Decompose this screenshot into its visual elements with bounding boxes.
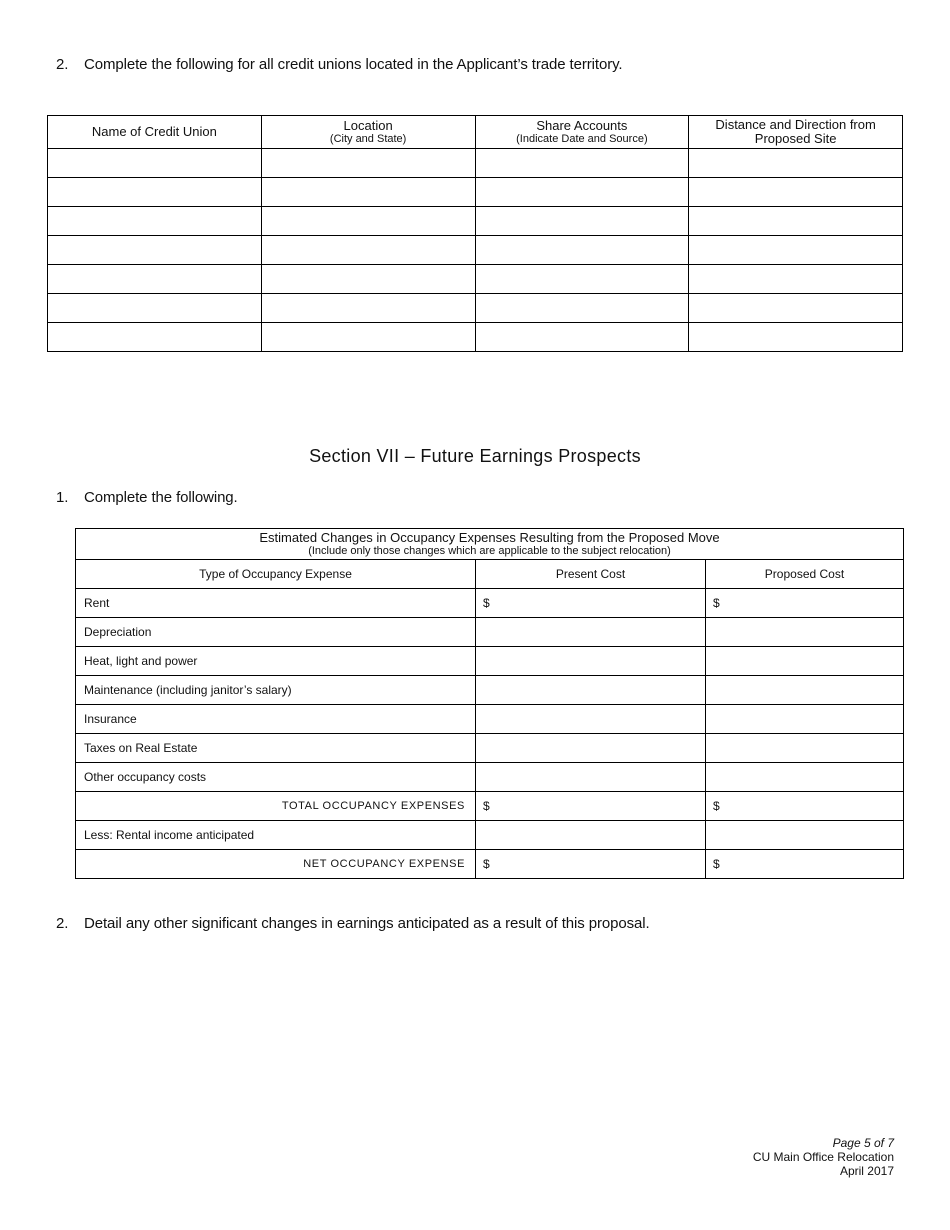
occupancy-row [76, 647, 904, 676]
question-text: Complete the following. [84, 489, 238, 506]
expense-label: Taxes on Real Estate [76, 734, 476, 763]
proposed-cost-cell[interactable]: $ [706, 589, 904, 618]
credit-union-row [48, 323, 903, 352]
occupancy-table-caption [76, 529, 904, 560]
caption-title: Estimated Changes in Occupancy Expenses Resulting from the Proposed Move [259, 530, 720, 545]
location-cell[interactable] [261, 323, 475, 352]
credit-union-row [48, 236, 903, 265]
expense-label: Depreciation [76, 618, 476, 647]
occupancy-expense-table [75, 528, 904, 879]
occupancy-row [76, 821, 904, 850]
credit-union-row [48, 294, 903, 323]
credit-union-table-header [48, 116, 903, 149]
name-cell[interactable] [48, 207, 262, 236]
location-cell[interactable] [261, 265, 475, 294]
expense-label: Rent [76, 589, 476, 618]
header-title: Location [343, 118, 393, 133]
credit-union-row [48, 178, 903, 207]
share-accounts-cell[interactable] [475, 207, 689, 236]
present-cost-cell[interactable]: $ [476, 850, 706, 879]
proposed-cost-cell[interactable] [706, 763, 904, 792]
occupancy-row [76, 589, 904, 618]
proposed-cost-cell[interactable] [706, 676, 904, 705]
proposed-cost-cell[interactable]: $ [706, 792, 904, 821]
distance-cell[interactable] [689, 178, 903, 207]
header-share-accounts [475, 116, 689, 149]
page-footer [753, 1136, 894, 1178]
name-cell[interactable] [48, 294, 262, 323]
name-cell[interactable] [48, 149, 262, 178]
distance-cell[interactable] [689, 236, 903, 265]
present-cost-cell[interactable] [476, 763, 706, 792]
proposed-cost-cell[interactable] [706, 618, 904, 647]
header-present-cost: Present Cost [476, 560, 706, 589]
share-accounts-cell[interactable] [475, 178, 689, 207]
share-accounts-cell[interactable] [475, 265, 689, 294]
header-distance-direction [689, 116, 903, 149]
present-cost-cell[interactable]: $ [476, 792, 706, 821]
page-number: Page 5 of 7 [832, 1136, 894, 1150]
present-cost-cell[interactable]: $ [476, 589, 706, 618]
name-cell[interactable] [48, 236, 262, 265]
distance-cell[interactable] [689, 207, 903, 236]
present-cost-cell[interactable] [476, 821, 706, 850]
question-text: Complete the following for all credit unions located in the Applicant’s trade territory. [84, 56, 623, 73]
proposed-cost-cell[interactable] [706, 821, 904, 850]
present-cost-cell[interactable] [476, 647, 706, 676]
distance-cell[interactable] [689, 294, 903, 323]
credit-union-table [47, 115, 903, 352]
form-name: CU Main Office Relocation [752, 1150, 894, 1164]
expense-label: Maintenance (including janitor’s salary) [76, 676, 476, 705]
proposed-cost-cell[interactable] [706, 705, 904, 734]
section-title: Section VII – Future Earnings Prospects [309, 446, 641, 466]
caption-subtitle: (Include only those changes which are applicable to the subject relocation) [308, 545, 671, 557]
header-location [261, 116, 475, 149]
share-accounts-cell[interactable] [475, 149, 689, 178]
occupancy-row [76, 734, 904, 763]
share-accounts-cell[interactable] [475, 294, 689, 323]
header-type: Type of Occupancy Expense [76, 560, 476, 589]
present-cost-cell[interactable] [476, 618, 706, 647]
proposed-cost-cell[interactable] [706, 647, 904, 676]
credit-union-row [48, 265, 903, 294]
location-cell[interactable] [261, 178, 475, 207]
header-title: Name of Credit Union [91, 124, 217, 139]
header-title: Share Accounts [536, 118, 628, 133]
question-number: 2. [56, 915, 69, 932]
form-date: April 2017 [839, 1164, 894, 1178]
location-cell[interactable] [261, 294, 475, 323]
present-cost-cell[interactable] [476, 734, 706, 763]
credit-union-row [48, 149, 903, 178]
header-subtitle: (Indicate Date and Source) [516, 133, 648, 145]
expense-label: Heat, light and power [76, 647, 476, 676]
occupancy-row [76, 763, 904, 792]
name-cell[interactable] [48, 265, 262, 294]
question-number: 1. [56, 489, 69, 506]
occupancy-table-header [76, 560, 904, 589]
expense-label: Other occupancy costs [76, 763, 476, 792]
credit-union-row [48, 207, 903, 236]
header-title-line2: Proposed Site [754, 131, 837, 146]
location-cell[interactable] [261, 236, 475, 265]
share-accounts-cell[interactable] [475, 323, 689, 352]
occupancy-row [76, 705, 904, 734]
present-cost-cell[interactable] [476, 676, 706, 705]
header-title: Distance and Direction from [715, 117, 876, 132]
name-cell[interactable] [48, 178, 262, 207]
present-cost-cell[interactable] [476, 705, 706, 734]
occupancy-row [76, 676, 904, 705]
header-subtitle: (City and State) [329, 133, 407, 145]
question-text: Detail any other significant changes in earnings anticipated as a result of this proposal. [84, 915, 650, 932]
expense-label: Less: Rental income anticipated [76, 821, 476, 850]
header-proposed-cost: Proposed Cost [706, 560, 904, 589]
header-name-of-credit-union [48, 116, 262, 149]
location-cell[interactable] [261, 207, 475, 236]
location-cell[interactable] [261, 149, 475, 178]
expense-label: Insurance [76, 705, 476, 734]
question-number: 2. [56, 56, 69, 73]
expense-label: TOTAL OCCUPANCY EXPENSES [76, 792, 476, 821]
share-accounts-cell[interactable] [475, 236, 689, 265]
distance-cell[interactable] [689, 265, 903, 294]
occupancy-row [76, 850, 904, 879]
distance-cell[interactable] [689, 149, 903, 178]
proposed-cost-cell[interactable]: $ [706, 850, 904, 879]
expense-label: NET OCCUPANCY EXPENSE [76, 850, 476, 879]
distance-cell[interactable] [689, 323, 903, 352]
name-cell[interactable] [48, 323, 262, 352]
proposed-cost-cell[interactable] [706, 734, 904, 763]
occupancy-row [76, 618, 904, 647]
occupancy-row [76, 792, 904, 821]
